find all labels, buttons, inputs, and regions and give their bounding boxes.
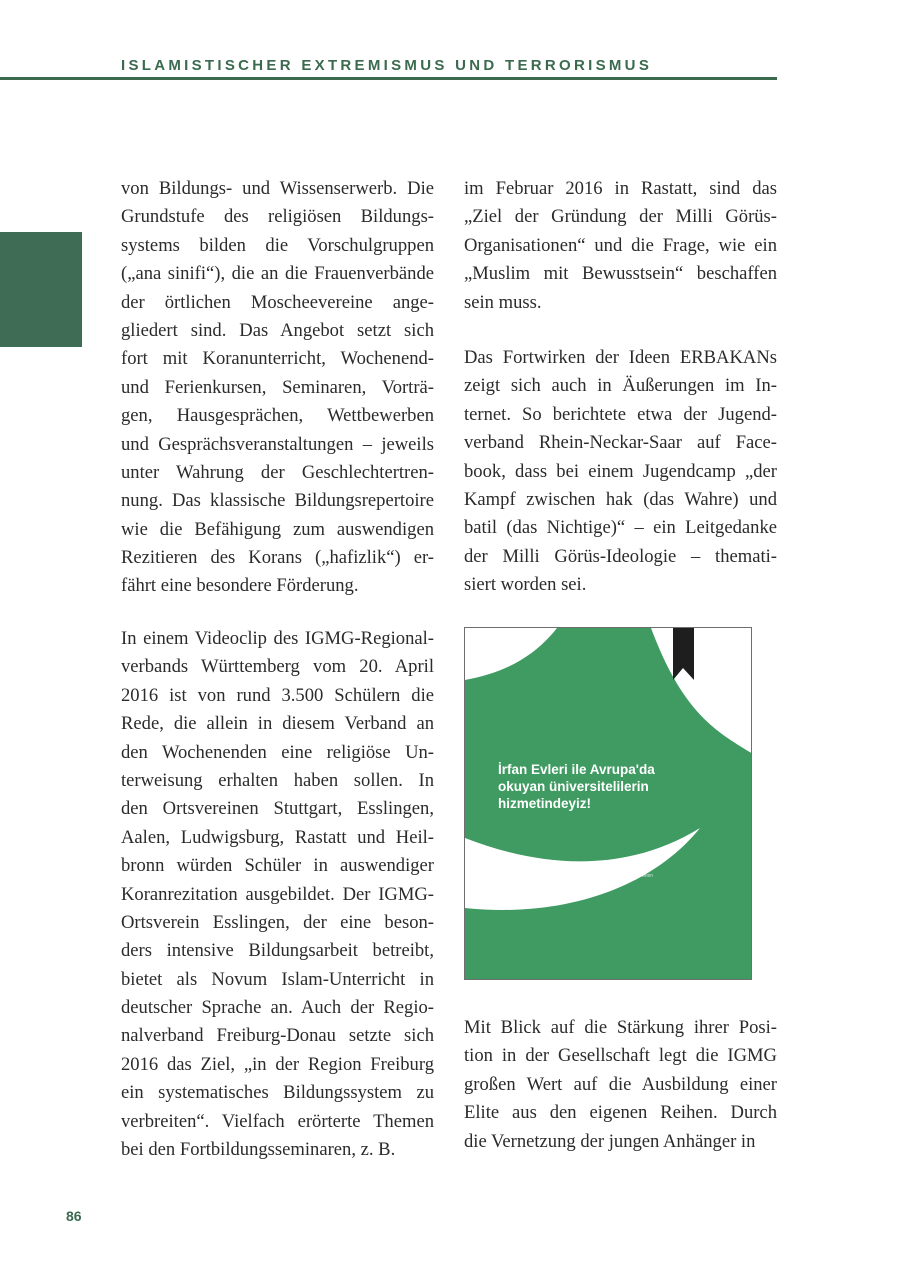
- left-column-paragraph-1: [121, 175, 434, 601]
- text-line: Rezitieren des Korans („hafizlik“) er-: [121, 547, 434, 569]
- text-line: batil (das Nichtige)“ – ein Leitgedanke: [464, 517, 777, 539]
- poster-headline-line: İrfan Evleri ile Avrupa'da: [498, 762, 655, 777]
- text-line: Kampf zwischen hak (das Wahre) und: [464, 488, 777, 510]
- text-line: Rede, die allein in diesem Verband an: [121, 713, 434, 735]
- header-rule: [0, 77, 777, 80]
- chapter-tab-marker: [0, 232, 82, 347]
- text-line: den Ortsvereinen Stuttgart, Esslingen,: [121, 798, 434, 820]
- text-line: und Gesprächsveranstaltungen – jeweils: [121, 433, 434, 455]
- text-line: bronn würden Schüler in auswendiger: [121, 855, 434, 877]
- text-line: Grundstufe des religiösen Bildungs-: [121, 206, 434, 228]
- text-line: deutscher Sprache an. Auch der Regio-: [121, 997, 434, 1019]
- text-line: nung. Das klassische Bildungsrepertoire: [121, 490, 434, 512]
- running-header: ISLAMISTISCHER EXTREMISMUS UND TERRORISMUS: [121, 57, 653, 74]
- text-line: Mit Blick auf die Stärkung ihrer Posi-: [464, 1017, 777, 1038]
- text-line: unter Wahrung der Geschlechtertren-: [121, 461, 434, 483]
- text-line: („ana sinifi“), die an die Frauenverbände: [121, 263, 434, 285]
- poster-subline: İlimden İrfana, İrfandan Hayata...: [498, 861, 629, 871]
- text-line: „Ziel der Gründung der Milli Görüs-: [464, 206, 777, 228]
- text-line: großen Wert auf die Ausbildung einer: [464, 1073, 777, 1095]
- text-line: siert worden sei.: [464, 574, 587, 596]
- text-line: Koranrezitation ausgebildet. Der IGMG-: [121, 883, 434, 905]
- text-line: systems bilden die Vorschulgruppen: [121, 234, 434, 256]
- text-line: verbands Württemberg vom 20. April: [121, 656, 434, 678]
- text-line: „Muslim mit Bewusstsein“ beschaffen: [464, 263, 777, 285]
- text-line: Aalen, Ludwigsburg, Rastatt und Heil-: [121, 826, 434, 848]
- text-line: fort mit Koranunterricht, Wochenend-: [121, 348, 434, 370]
- text-line: terweisung erhalten haben sollen. In: [121, 769, 434, 791]
- text-line: ternet. So berichtete etwa der Jugend-: [464, 403, 777, 425]
- text-line: im Februar 2016 in Rastatt, sind das: [464, 178, 777, 199]
- text-line: fährt eine besondere Förderung.: [121, 575, 359, 597]
- poster-bookmark-mark: [673, 628, 694, 680]
- text-line: zeigt sich auch in Äußerungen im In-: [464, 375, 777, 397]
- text-line: book, dass bei einem Jugendcamp „der: [464, 460, 777, 482]
- text-line: gliedert sind. Das Angebot setzt sich: [121, 319, 434, 341]
- text-line: und Ferienkursen, Seminaren, Vorträ-: [121, 376, 434, 398]
- text-line: bei den Fortbildungsseminaren, z. B.: [121, 1139, 396, 1161]
- text-line: verbreiten“. Vielfach erörterte Themen: [121, 1110, 434, 1132]
- right-column-paragraph-2: [464, 344, 777, 600]
- poster-small-print: Kudüs · İstanbul · Frankfurt · Köln · Stuttgart · München · Paris · Wien: [498, 873, 654, 879]
- right-column-paragraph-3: [464, 1014, 777, 1156]
- poster-headline-line: hizmetindeyiz!: [498, 796, 592, 811]
- text-line: Elite aus den eigenen Reihen. Durch: [464, 1102, 777, 1124]
- left-column-paragraph-2: [121, 625, 434, 1164]
- text-line: ein systematisches Bildungssystem zu: [121, 1082, 434, 1104]
- right-column-paragraph-1: [464, 175, 777, 317]
- text-line: Das Fortwirken der Ideen ERBAKANs: [464, 347, 777, 368]
- text-line: bietet als Novum Islam-Unterricht in: [121, 968, 434, 990]
- page-number: 86: [66, 1208, 82, 1224]
- text-line: der Milli Görüs-Ideologie – themati-: [464, 545, 777, 567]
- poster-figure: [464, 627, 752, 980]
- poster-headline: [498, 761, 655, 812]
- text-line: 2016 ist von rund 3.500 Schülern die: [121, 684, 434, 706]
- text-line: ders intensive Bildungsarbeit betreibt,: [121, 940, 434, 962]
- text-line: wie die Befähigung zum auswendigen: [121, 518, 434, 540]
- text-line: sein muss.: [464, 291, 542, 313]
- text-line: nalverband Freiburg-Donau setzte sich: [121, 1025, 434, 1047]
- text-line: 2016 das Ziel, „in der Region Freiburg: [121, 1053, 434, 1075]
- text-line: von Bildungs- und Wissenserwerb. Die: [121, 178, 434, 199]
- poster-headline-line: okuyan üniversitelilerin: [498, 779, 649, 794]
- text-line: verband Rhein-Neckar-Saar auf Face-: [464, 432, 777, 454]
- text-line: Ortsverein Esslingen, der eine beson-: [121, 911, 434, 933]
- text-line: den Wochenenden eine religiöse Un-: [121, 741, 434, 763]
- text-line: gen, Hausgesprächen, Wettbewerben: [121, 405, 434, 427]
- text-line: In einem Videoclip des IGMG-Regional-: [121, 628, 434, 649]
- text-line: der örtlichen Moscheevereine ange-: [121, 291, 434, 313]
- text-line: Organisationen“ und die Frage, wie ein: [464, 234, 777, 256]
- text-line: die Vernetzung der jungen Anhänger in: [464, 1130, 756, 1152]
- text-line: tion in der Gesellschaft legt die IGMG: [464, 1045, 777, 1067]
